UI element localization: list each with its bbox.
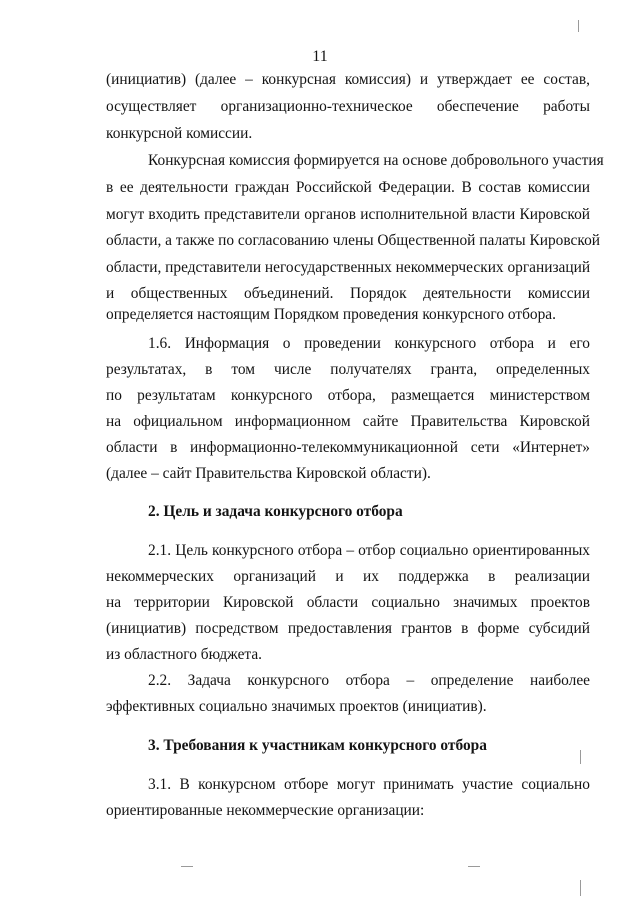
text-line: Конкурсная комиссия формируется на основе добровольного участия bbox=[148, 152, 604, 169]
scan-speck bbox=[580, 750, 581, 764]
scan-speck bbox=[468, 866, 480, 867]
section-heading: 2. Цель и задача конкурсного отбора bbox=[148, 503, 403, 520]
text-line: ориентированные некоммерческие организации: bbox=[106, 802, 425, 819]
text-line: (далее – сайт Правительства Кировской области). bbox=[106, 465, 431, 482]
text-line: эффективных социально значимых проектов (инициатив). bbox=[106, 698, 487, 715]
page-number: 11 bbox=[312, 48, 328, 65]
text-line: (инициатив) (далее – конкурсная комиссия) и утверждает ее состав, bbox=[106, 71, 590, 88]
scan-speck bbox=[580, 880, 581, 896]
text-line: и общественных объединений. Порядок деятельности комиссии bbox=[106, 285, 590, 302]
text-line: на территории Кировской области социально значимых проектов bbox=[106, 594, 590, 611]
text-line: 2.2. Задача конкурсного отбора – определение наиболее bbox=[148, 672, 590, 689]
scan-speck bbox=[181, 866, 193, 867]
text-line: области, представители негосударственных некоммерческих организаций bbox=[106, 259, 591, 276]
text-line: результатах, в том числе получателях гранта, определенных bbox=[106, 361, 590, 378]
text-line: из областного бюджета. bbox=[106, 646, 263, 663]
text-line: 2.1. Цель конкурсного отбора – отбор социально ориентированных bbox=[148, 542, 590, 559]
text-line: 1.6. Информация о проведении конкурсного отбора и его bbox=[148, 335, 590, 352]
text-line: 3.1. В конкурсном отборе могут принимать участие социально bbox=[148, 776, 590, 793]
text-line: (инициатив) посредством предоставления грантов в форме субсидий bbox=[106, 620, 590, 637]
text-line: определяется настоящим Порядком проведения конкурсного отбора. bbox=[106, 306, 556, 323]
text-line: в ее деятельности граждан Российской Федерации. В состав комиссии bbox=[106, 179, 590, 196]
scan-speck bbox=[578, 20, 579, 32]
text-line: области в информационно-телекоммуникационной сети «Интернет» bbox=[106, 439, 590, 456]
text-line: могут входить представители органов исполнительной власти Кировской bbox=[106, 206, 590, 223]
text-line: некоммерческих организаций и их поддержка в реализации bbox=[106, 568, 590, 585]
text-line: по результатам конкурсного отбора, размещается министерством bbox=[106, 387, 590, 404]
text-line: области, а также по согласованию члены Общественной палаты Кировской bbox=[106, 232, 601, 249]
text-line: конкурсной комиссии. bbox=[106, 125, 253, 142]
text-line: осуществляет организационно-техническое обеспечение работы bbox=[106, 98, 590, 115]
section-heading: 3. Требования к участникам конкурсного отбора bbox=[148, 737, 487, 754]
text-line: на официальном информационном сайте Правительства Кировской bbox=[106, 413, 590, 430]
